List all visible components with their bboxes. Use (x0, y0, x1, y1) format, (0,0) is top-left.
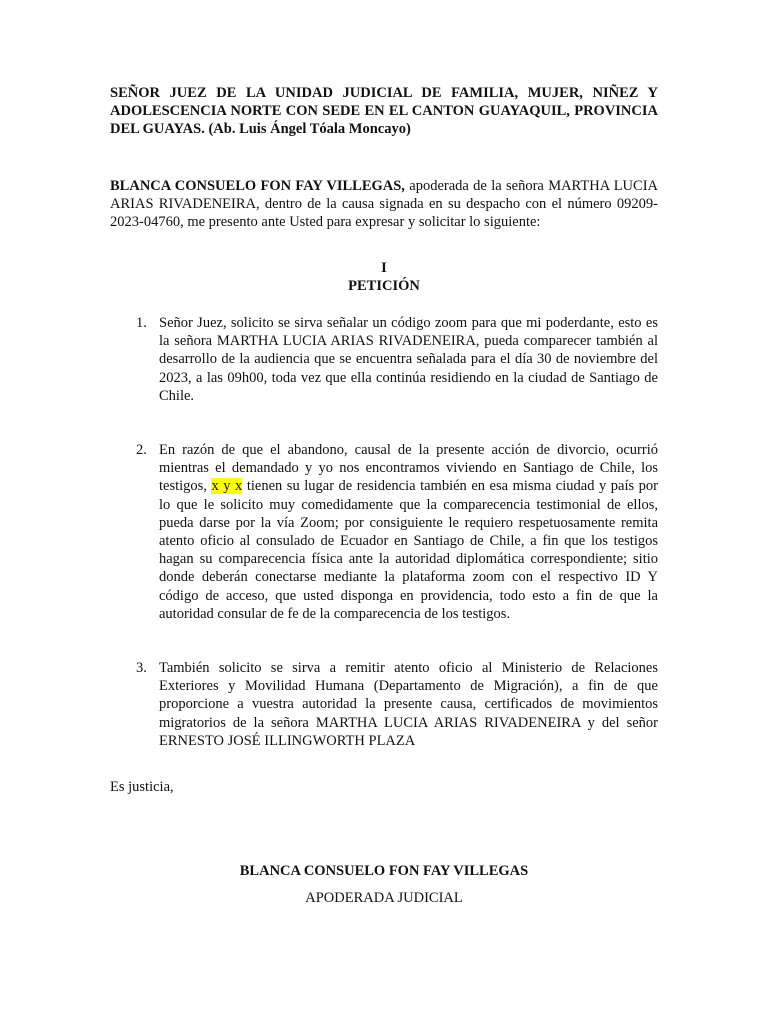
list-item-text: Señor Juez, solicito se sirva señalar un código zoom para que mi poderdante, esto es la señora MARTHA LUCIA ARIAS RIVADENEIRA, pueda comparecer también al desarrollo de la audiencia que se encuentra señalada para el día 30 de noviembre del 2023, a las 09h00, toda vez que ella continúa residiendo en la ciudad de Santiago de Chile. (159, 315, 658, 404)
section-number: I (381, 260, 387, 276)
list-item-text-after: tienen su lugar de residencia también en esa misma ciudad y país por lo que le solicito muy comedidamente que la comparecencia testimonial de ellos, pueda darse por la vía Zoom; por consiguiente le requiero respetuosamente remita atento oficio al consulado de Ecuador en Santiago de Chile, a fin que los testigos hagan su comparecencia física ante la autoridad diplomática correspondiente; sitio donde deberán conectarse mediante la plataforma zoom con el respectivo ID Y código de acceso, que usted disponga en providencia, todo esto a fin de que la autoridad consular de fe de la comparecencia de los testigos. (159, 478, 658, 622)
list-item-text: También solicito se sirva a remitir atento oficio al Ministerio de Relaciones Exteriores y Movilidad Humana (Departamento de Migración), a fin de que proporcione a vuestra autoridad la presente causa, certificados de movimientos migratorios de la señora MARTHA LUCIA ARIAS RIVADENEIRA y del señor ERNESTO JOSÉ ILLINGWORTH PLAZA (159, 660, 658, 749)
list-item-number: 2. (136, 442, 147, 458)
list-item-number: 3. (136, 660, 147, 676)
list-item-text-before: En razón de que el abandono, causal de la presente acción de divorcio, ocurrió mientras el demandado y yo nos encontramos viviendo en Santiago de Chile, los testigos, (159, 442, 658, 495)
signature-role: APODERADA JUDICIAL (305, 890, 463, 906)
signature-name: BLANCA CONSUELO FON FAY VILLEGAS (239, 863, 529, 879)
intro-text: apoderada de la señora MARTHA LUCIA ARIAS RIVADENEIRA, dentro de la causa signada en su despacho con el número 09209-2023-04760, me presento ante Usted para expresar y solicitar lo siguiente: (110, 178, 659, 231)
closing-phrase: Es justicia, (110, 779, 174, 795)
section-title: PETICIÓN (348, 278, 420, 294)
list-item-number: 1. (136, 315, 147, 331)
list-item-text (159, 441, 658, 623)
petitioner-name: BLANCA CONSUELO FON FAY VILLEGAS, (110, 178, 405, 194)
addressee-heading: SEÑOR JUEZ DE LA UNIDAD JUDICIAL DE FAMILIA, MUJER, NIÑEZ Y ADOLESCENCIA NORTE CON SEDE EN EL CANTON GUAYAQUIL, PROVINCIA DEL GUAYAS. (Ab. Luis Ángel Tóala Moncayo) (110, 85, 658, 138)
intro-paragraph (110, 177, 658, 232)
highlighted-witness-placeholder: x y x (211, 478, 243, 495)
